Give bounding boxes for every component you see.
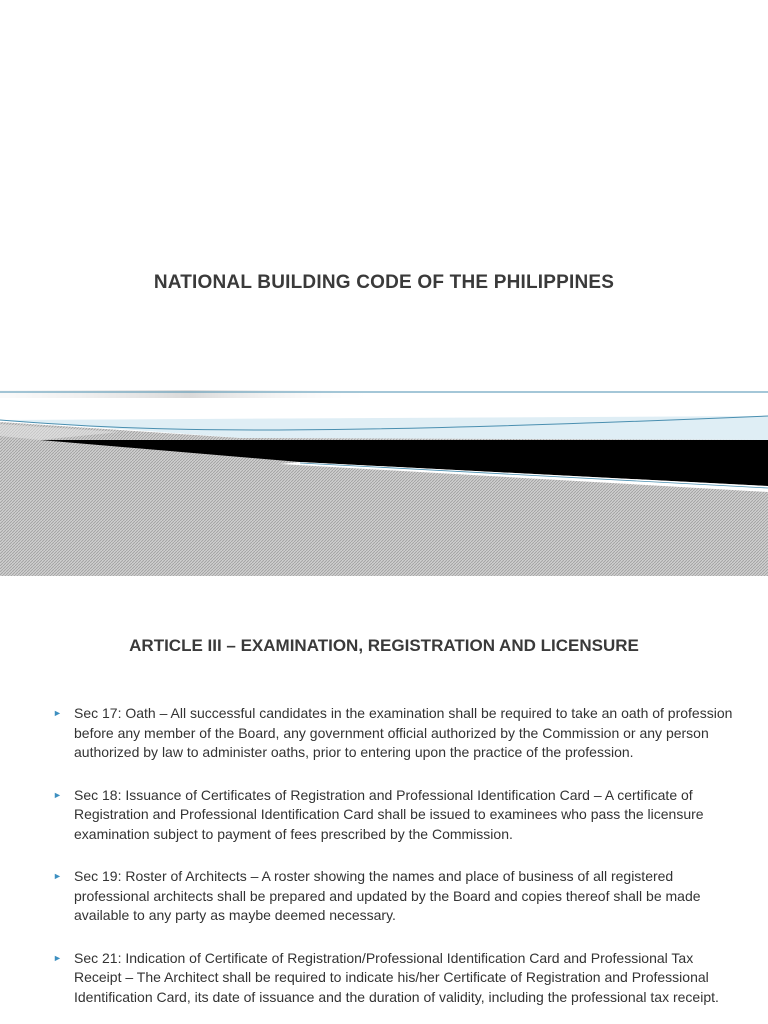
list-item [50, 949, 740, 1008]
triangle-bullet-icon: ► [53, 952, 62, 963]
triangle-bullet-icon: ► [53, 789, 62, 800]
triangle-bullet-icon: ► [53, 708, 62, 718]
faint-band [0, 390, 380, 398]
section-text: Sec 21: Indication of Certificate of Registration/Professional Identification Card and Professional Tax Receipt – The Architect shall be required to indicate his/her Certificate of Registration and Professional Identification Card, its date of issuance and the duration of validity, including the professional tax receipt. [74, 949, 719, 1005]
section-list [50, 704, 740, 1024]
article-title: ARTICLE III – EXAMINATION, REGISTRATION AND LICENSURE [129, 636, 639, 655]
section-text: Sec 18: Issuance of Certificates of Registration and Professional Identification Card – A certificate of Registration and Professional Identification Card shall be issued to examinees who pass the licensure examination subject to payment of fees prescribed by the Commission. [74, 786, 704, 842]
article-slide [0, 576, 768, 1024]
decorative-wave-graphic [0, 380, 768, 576]
list-item [50, 867, 740, 926]
list-item [50, 786, 740, 845]
list-item [50, 704, 740, 763]
section-text: Sec 19: Roster of Architects – A roster showing the names and place of business of all registered professional architects shall be prepared and updated by the Board and copies thereof shall be made available to any party as maybe deemed necessary. [74, 868, 701, 923]
section-text: Sec 17: Oath – All successful candidates in the examination shall be required to take an oath of profession before any member of the Board, any government official authorized by the Commission or any person authorized by law to administer oaths, prior to entering upon the practice of the profession. [74, 705, 733, 760]
triangle-bullet-icon: ► [53, 871, 62, 881]
slide-title: NATIONAL BUILDING CODE OF THE PHILIPPINES [153, 272, 615, 293]
